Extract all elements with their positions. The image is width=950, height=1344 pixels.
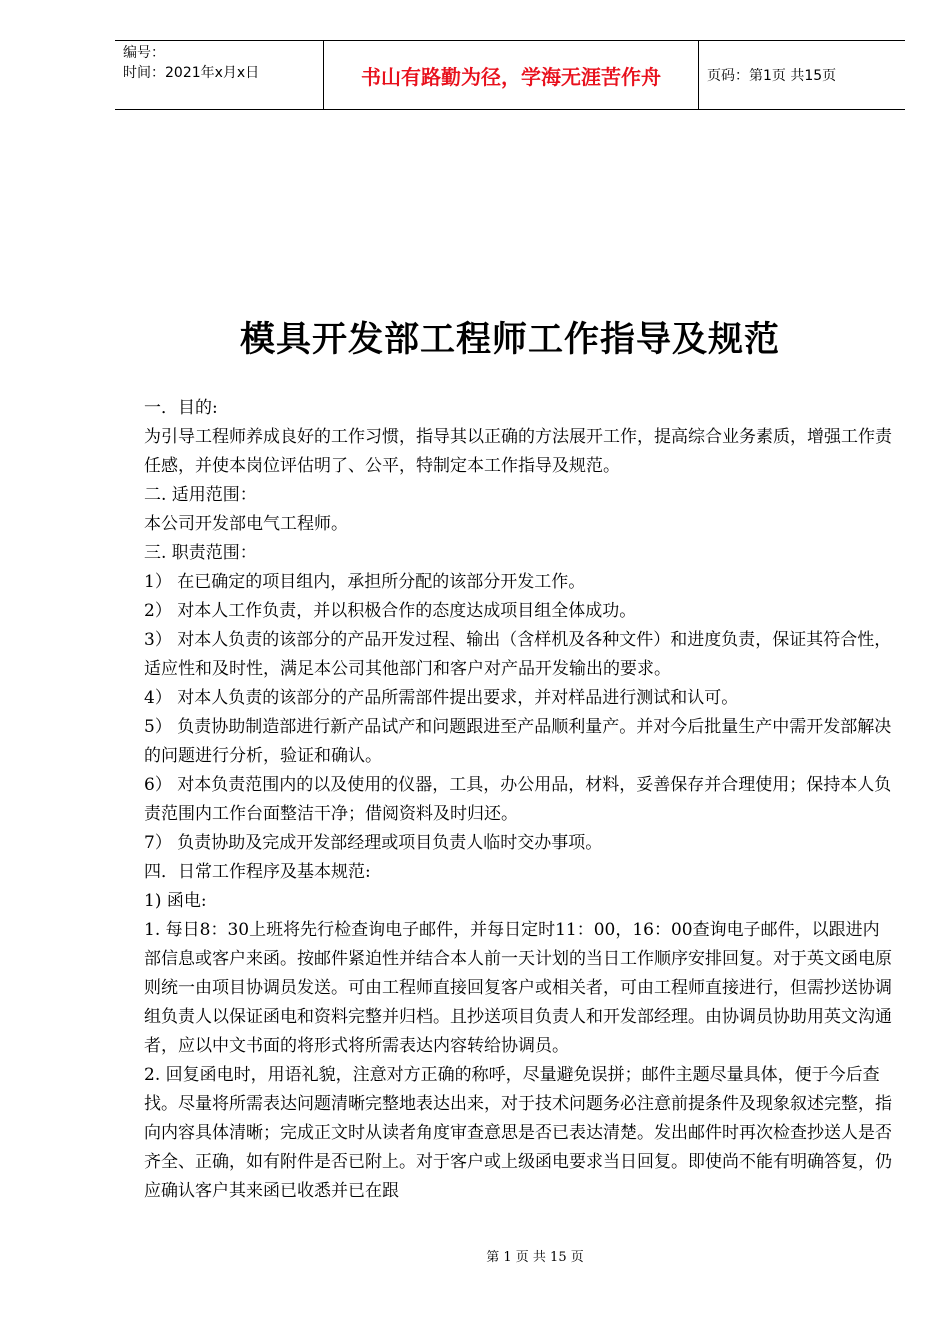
paragraph: 1) 函电: (144, 891, 207, 911)
paragraph: 6） 对本负责范围内的以及使用的仪器，工具，办公用品，材料，妥善保存并合理使用；保持本人负责范围内工作台面整洁干净；借阅资料及时归还。 (144, 775, 892, 824)
paragraph: 本公司开发部电气工程师。 (144, 514, 348, 534)
paragraph: 一．目的: (144, 398, 218, 418)
header-meta (115, 41, 323, 109)
document-title: 模具开发部工程师工作指导及规范 (239, 319, 780, 360)
page-header (115, 40, 905, 110)
paragraph: 2. 回复函电时，用语礼貌，注意对方正确的称呼，尽量避免误拼；邮件主题尽量具体，便于今后查找。尽量将所需表达问题清晰完整地表达出来，对于技术问题务必注意前提条件及现象叙述完整，指向内容具体清晰；完成正文时从读者角度审查意思是否已表达清楚。发出邮件时再次检查抄送人是否齐全、正确，如有附件是否已附上。对于客户或上级函电要求当日回复。即使尚不能有明确答复，仍应确认客户其来函已收悉并已在跟 (144, 1065, 892, 1201)
header-motto: 书山有路勤为径，学海无涯苦作舟 (323, 41, 699, 109)
paragraph: 1. 每日8：30上班将先行检查询电子邮件，并每日定时11：00，16：00查询电子邮件，以跟进内部信息或客户来函。按邮件紧迫性并结合本人前一天计划的当日工作顺序安排回复。对于英文函电原则统一由项目协调员发送。可由工程师直接回复客户或相关者，可由工程师直接进行，但需抄送协调组负责人以保证函电和资料完整并归档。且抄送项目负责人和开发部经理。由协调员协助用英文沟通者，应以中文书面的将形式将所需表达内容转给协调员。 (144, 920, 892, 1056)
paragraph: 为引导工程师养成良好的工作习惯，指导其以正确的方法展开工作，提高综合业务素质，增强工作责任感，并使本岗位评估明了、公平，特制定本工作指导及规范。 (144, 427, 892, 476)
page-footer: 第 1 页 共 15 页 (486, 1250, 584, 1265)
paragraph: 7） 负责协助及完成开发部经理或项目负责人临时交办事项。 (144, 833, 603, 853)
document-number-label: 编号： (123, 45, 165, 61)
header-page-info: 页码：第1页 共15页 (707, 68, 837, 84)
document-body (144, 394, 892, 1206)
document-time-label: 时间：2021年x月x日 (123, 65, 260, 81)
paragraph: 二. 适用范围： (144, 485, 257, 505)
paragraph: 四．日常工作程序及基本规范: (144, 862, 371, 882)
paragraph: 2） 对本人工作负责，并以积极合作的态度达成项目组全体成功。 (144, 601, 637, 621)
paragraph: 4） 对本人负责的该部分的产品所需部件提出要求，并对样品进行测试和认可。 (144, 688, 739, 708)
paragraph: 1） 在已确定的项目组内，承担所分配的该部分开发工作。 (144, 572, 586, 592)
paragraph: 5） 负责协助制造部进行新产品试产和问题跟进至产品顺利量产。并对今后批量生产中需开发部解决的问题进行分析，验证和确认。 (144, 717, 892, 766)
paragraph: 三. 职责范围： (144, 543, 257, 563)
paragraph: 3） 对本人负责的该部分的产品开发过程、输出（含样机及各种文件）和进度负责，保证其符合性，适应性和及时性，满足本公司其他部门和客户对产品开发输出的要求。 (144, 630, 892, 679)
